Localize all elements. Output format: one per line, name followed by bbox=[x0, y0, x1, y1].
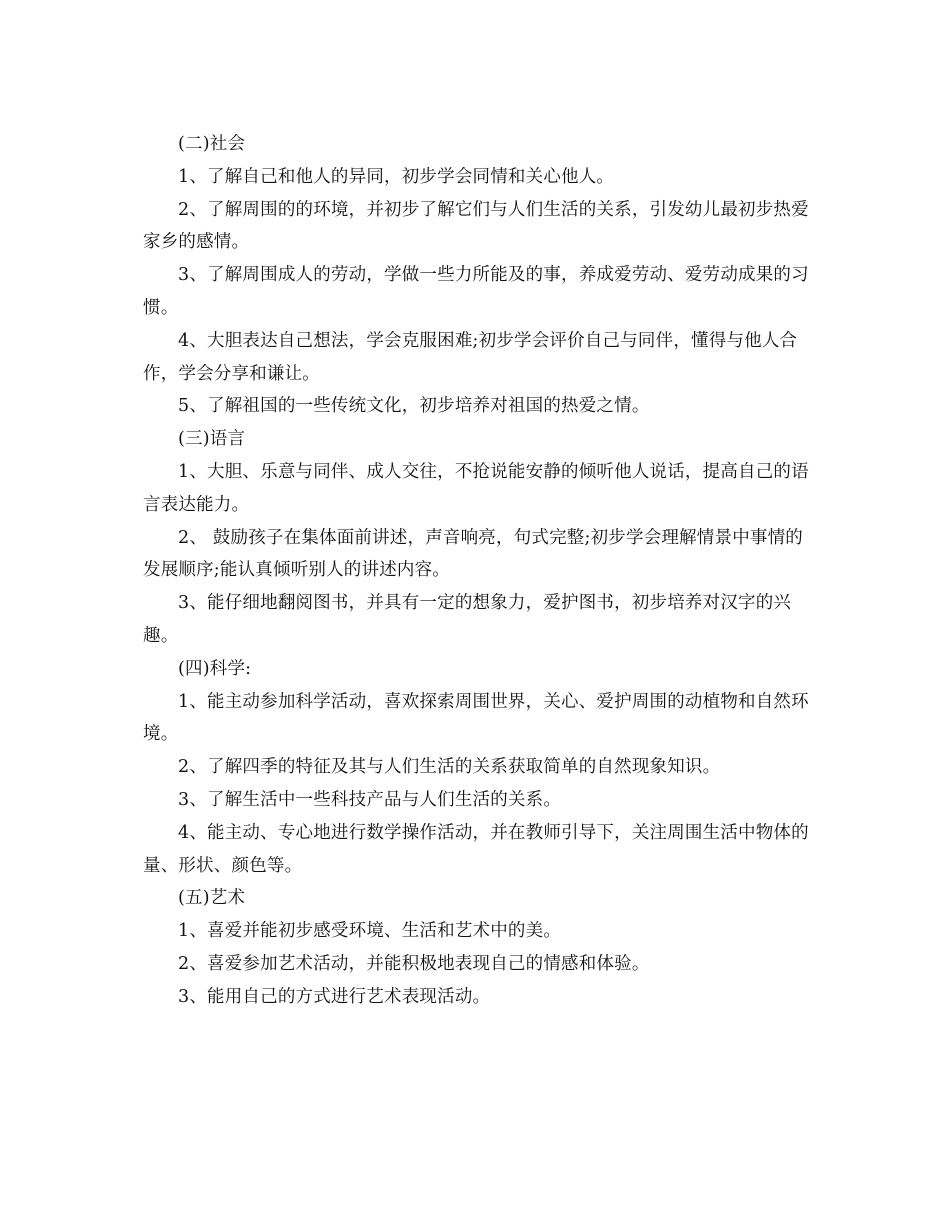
paragraph: 2、 鼓励孩子在集体面前讲述，声音响亮，句式完整;初步学会理解情景中事情的发展顺序;能认真倾听别人的讲述内容。 bbox=[143, 527, 803, 581]
paragraph: 3、能仔细地翻阅图书，并具有一定的想象力，爱护图书，初步培养对汉字的兴趣。 bbox=[143, 593, 792, 646]
paragraph: 4、大胆表达自己想法，学会克服困难;初步学会评价自己与同伴，懂得与他人合作，学会分享和谦让。 bbox=[143, 330, 798, 384]
section-heading-language: (三)语言 bbox=[178, 429, 246, 450]
paragraph: 3、能用自己的方式进行艺术表现活动。 bbox=[178, 986, 491, 1007]
paragraph: 1、了解自己和他人的异同，初步学会同情和关心他人。 bbox=[178, 166, 615, 187]
document-body bbox=[143, 128, 810, 1014]
paragraph: 2、了解周围的的环境，并初步了解它们与人们生活的关系，引发幼儿最初步热爱家乡的感情。 bbox=[143, 199, 809, 253]
paragraph: 2、了解四季的特征及其与人们生活的关系获取简单的自然现象知识。 bbox=[178, 757, 721, 778]
paragraph: 1、能主动参加科学活动，喜欢探索周围世界，关心、爱护周围的动植物和自然环境。 bbox=[143, 691, 809, 745]
section-heading-science: (四)科学: bbox=[178, 658, 252, 679]
section-heading-art: (五)艺术 bbox=[178, 888, 246, 909]
paragraph: 3、了解周围成人的劳动，学做一些力所能及的事，养成爱劳动、爱劳动成果的习惯。 bbox=[143, 265, 809, 318]
paragraph: 2、喜爱参加艺术活动，并能积极地表现自己的情感和体验。 bbox=[178, 953, 650, 974]
section-heading-society: (二)社会 bbox=[178, 134, 246, 154]
paragraph: 4、能主动、专心地进行数学操作活动，并在教师引导下，关注周围生活中物体的量、形状、颜色等。 bbox=[143, 822, 809, 876]
paragraph: 1、大胆、乐意与同伴、成人交往，不抢说能安静的倾听他人说话，提高自己的语言表达能力。 bbox=[143, 461, 809, 515]
paragraph: 1、喜爱并能初步感受环境、生活和艺术中的美。 bbox=[178, 921, 562, 942]
paragraph: 5、了解祖国的一些传统文化，初步培养对祖国的热爱之情。 bbox=[178, 396, 650, 417]
paragraph: 3、了解生活中一些科技产品与人们生活的关系。 bbox=[178, 789, 562, 810]
